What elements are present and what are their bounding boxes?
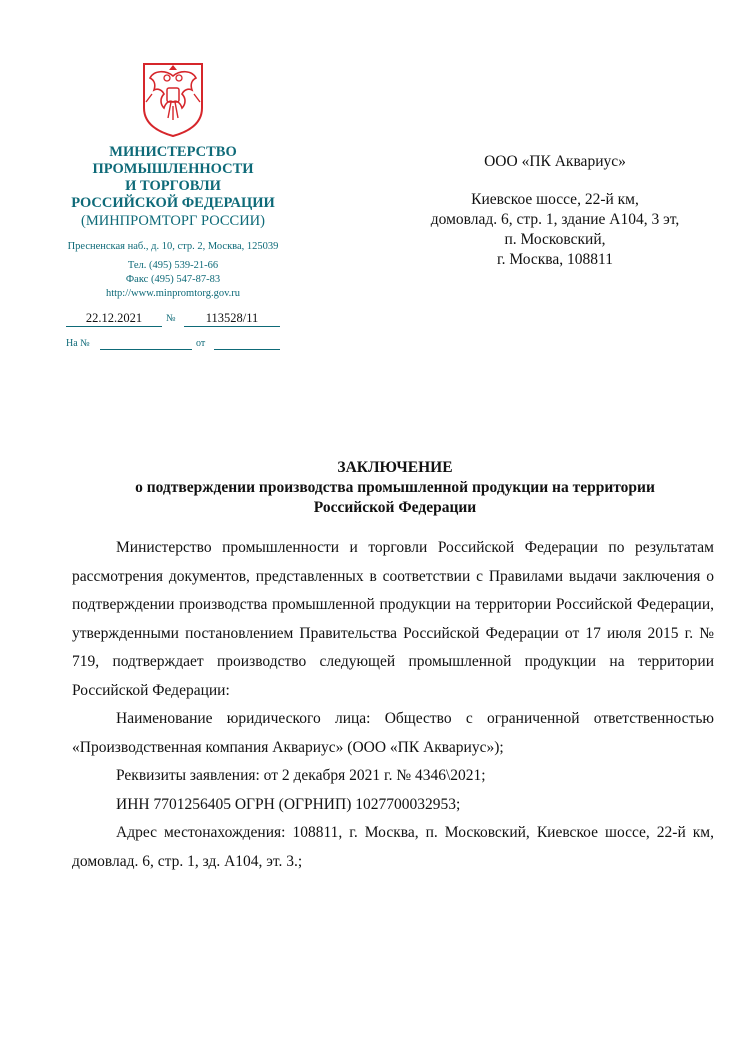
coat-of-arms-icon — [138, 58, 208, 138]
ministry-name-line: МИНИСТЕРСТВО — [109, 144, 237, 160]
document-title-line: ЗАКЛЮЧЕНИЕ — [337, 459, 453, 476]
registration-line — [66, 311, 280, 327]
body-paragraph: Реквизиты заявления: от 2 декабря 2021 г. № 4346\2021; — [116, 767, 486, 784]
document-title — [40, 458, 750, 518]
ministry-name — [60, 144, 286, 212]
document-body — [72, 534, 714, 876]
recipient-address-line: г. Москва, 108811 — [497, 251, 613, 268]
recipient-address-line: Киевское шоссе, 22-й км, — [471, 191, 639, 208]
ministry-fax: Факс (495) 547-87-83 — [125, 274, 221, 285]
ministry-website: http://www.minpromtorg.gov.ru — [105, 288, 241, 299]
ministry-short-name: (МИНПРОМТОРГ РОССИИ) — [81, 213, 265, 229]
document-title-line: Российской Федерации — [313, 499, 477, 516]
recipient-address-line: п. Московский, — [504, 231, 606, 248]
body-paragraph: ИНН 7701256405 ОГРН (ОГРНИП) 1027700032953; — [116, 795, 461, 813]
reference-label: На № — [66, 338, 90, 349]
ministry-name-line: ПРОМЫШЛЕННОСТИ — [92, 161, 254, 177]
recipient-address-line: домовлад. 6, стр. 1, здание А104, 3 эт, — [430, 211, 680, 228]
body-paragraph: Наименование юридического лица: Общество с ограниченной ответственностью «Производственная компания Аквариус» (ООО «ПК Аквариус»); — [72, 710, 714, 756]
recipient-block — [390, 152, 720, 270]
ministry-name-line: РОССИЙСКОЙ ФЕДЕРАЦИИ — [71, 195, 275, 211]
registration-number: 113528/11 — [184, 311, 280, 327]
recipient-name: ООО «ПК Аквариус» — [484, 153, 626, 170]
registration-number-sign: № — [166, 313, 176, 324]
ministry-phone: Тел. (495) 539-21-66 — [127, 260, 219, 271]
reference-date-blank — [214, 349, 280, 350]
document-title-line: о подтверждении производства промышленной продукции на территории — [135, 479, 655, 496]
reference-line — [66, 338, 280, 352]
reference-from-label: от — [196, 338, 206, 349]
ministry-name-line: И ТОРГОВЛИ — [125, 178, 221, 194]
reference-number-blank — [100, 349, 192, 350]
registration-date: 22.12.2021 — [66, 311, 162, 327]
ministry-address: Пресненская наб., д. 10, стр. 2, Москва, 125039 — [67, 241, 279, 252]
body-paragraph: Адрес местонахождения: 108811, г. Москва, п. Московский, Киевское шоссе, 22-й км, домовлад. 6, стр. 1, зд. А104, эт. 3.; — [72, 824, 714, 870]
body-paragraph: Министерство промышленности и торговли Российской Федерации по результатам рассмотрения документов, представленных в соответствии с Правилами выдачи заключения о подтверждении производства промышленной продукции на территории Российской Федерации, утвержденными постановлением Правительства Российской Федерации от 17 июля 2015 г. № 719, подтверждает производство следующей промышленной продукции на территории Российской Федерации: — [72, 539, 714, 699]
